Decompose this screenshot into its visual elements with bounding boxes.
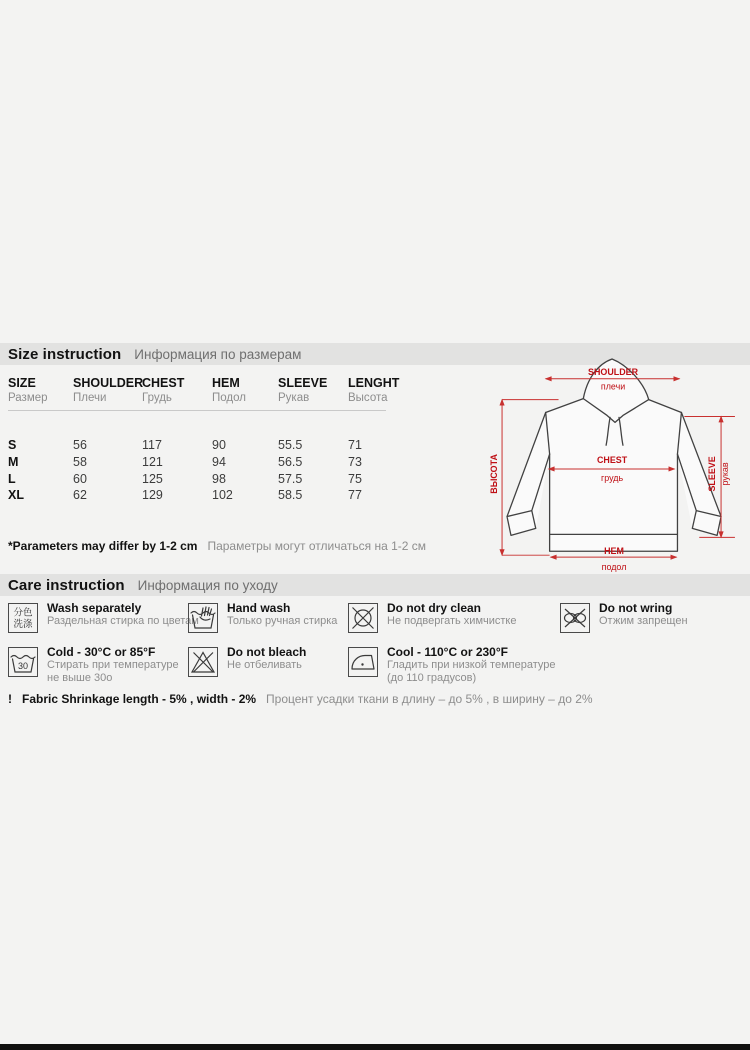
col-chest: CHEST Грудь: [142, 376, 185, 404]
cell: 62: [73, 488, 87, 503]
cell: 125: [142, 471, 163, 486]
shrinkage-ru: Процент усадки ткани в длину – до 5% , в ширину – до 2%: [266, 692, 593, 706]
do-not-dry-clean-icon: [348, 603, 378, 633]
bottom-divider-bar: [0, 1044, 750, 1050]
table-row-size: XL: [8, 488, 24, 503]
care-instruction-header: [0, 574, 750, 596]
hoodie-measurement-diagram: [486, 356, 750, 576]
hand-wash-icon: [188, 603, 218, 633]
care-item: [348, 645, 567, 685]
shrinkage-en: Fabric Shrinkage length - 5% , width - 2%: [22, 692, 257, 706]
cell: 58.5: [278, 488, 303, 503]
care-item-title: Cold - 30°C or 85°F: [47, 645, 156, 659]
size-table-header: [8, 376, 405, 405]
cell: 102: [212, 488, 233, 503]
cell: 75: [348, 471, 362, 486]
hem-label-ru: подол: [601, 562, 627, 573]
care-item-title: Wash separately: [47, 601, 142, 615]
care-item-title: Cool - 110°C or 230°F: [387, 645, 508, 659]
table-row-size: S: [8, 438, 17, 452]
care-item-desc: Раздельная стирка по цветам: [47, 615, 199, 627]
col-lenght: LENGHT Высота: [348, 376, 400, 404]
cell: 55.5: [278, 438, 303, 452]
shoulder-label-ru: плечи: [600, 381, 626, 392]
svg-text:洗涤: 洗涤: [13, 619, 33, 630]
care-section-title: Care instruction: [8, 576, 125, 594]
size-section-title: Size instruction: [8, 345, 122, 363]
size-footnote: [8, 539, 426, 553]
size-footnote-en: *Parameters may differ by 1-2 cm: [8, 539, 198, 553]
svg-text:30: 30: [17, 661, 29, 671]
col-sleeve: SLEEVE Рукав: [278, 376, 328, 404]
cell: 98: [212, 471, 226, 486]
care-item: [8, 645, 187, 685]
size-table-body: [8, 438, 405, 505]
table-row-size: M: [8, 454, 19, 469]
exclamation-mark: !: [8, 692, 12, 706]
cell: 57.5: [278, 471, 303, 486]
do-not-bleach-icon: [188, 647, 218, 677]
care-item-title: Do not dry clean: [387, 601, 482, 615]
cell: 71: [348, 438, 362, 452]
height-label-ru: ВЫСОТА: [489, 454, 500, 494]
shrinkage-note: [8, 692, 593, 706]
cell: 73: [348, 454, 362, 469]
sleeve-label-en: SLEEVE: [707, 456, 718, 492]
sleeve-label-ru: рукав: [720, 462, 730, 486]
col-hem: HEM Подол: [212, 376, 246, 404]
care-item: [560, 601, 749, 633]
table-header-rule: [8, 410, 386, 411]
wash-cold-30-icon: [8, 647, 38, 677]
cell: 56: [73, 438, 87, 452]
size-section-subtitle: Информация по размерам: [134, 346, 302, 362]
care-item-desc: Гладить при низкой температуре (до 110 градусов): [387, 659, 556, 684]
care-item-title: Do not wring: [599, 601, 673, 615]
care-item-title: Do not bleach: [227, 645, 307, 659]
wash-separately-icon: [8, 603, 38, 633]
cell: 129: [142, 488, 163, 503]
care-item: [8, 601, 217, 633]
cell: 94: [212, 454, 226, 469]
col-shoulder: SHOULDER Плечи: [73, 376, 144, 404]
shoulder-label-en: SHOULDER: [588, 366, 639, 377]
cell: 77: [348, 488, 362, 503]
care-item-desc: Отжим запрещен: [599, 615, 688, 627]
cell: 90: [212, 438, 226, 452]
cell: 121: [142, 454, 163, 469]
care-item-desc: Стирать при температуре не выше 30о: [47, 659, 179, 684]
chest-label-ru: грудь: [600, 472, 624, 483]
chest-label-en: CHEST: [596, 455, 628, 466]
care-item-title: Hand wash: [227, 601, 291, 615]
col-size: SIZE Размер: [8, 376, 48, 404]
cell: 60: [73, 471, 87, 486]
cell: 117: [142, 438, 162, 452]
table-row-size: L: [8, 471, 16, 486]
cell: 56.5: [278, 454, 303, 469]
cell: 58: [73, 454, 87, 469]
do-not-wring-icon: [560, 603, 590, 633]
care-item-desc: Не подвергать химчистке: [387, 615, 517, 627]
size-footnote-ru: Параметры могут отличаться на 1-2 см: [207, 539, 427, 553]
care-item-desc: Не отбеливать: [227, 659, 302, 671]
hem-label-en: HEM: [604, 546, 624, 557]
iron-cool-icon: [348, 647, 378, 677]
svg-text:分色: 分色: [13, 607, 33, 619]
care-item: [348, 601, 547, 633]
care-item-desc: Только ручная стирка: [227, 615, 338, 627]
care-section-subtitle: Информация по уходу: [137, 577, 278, 593]
